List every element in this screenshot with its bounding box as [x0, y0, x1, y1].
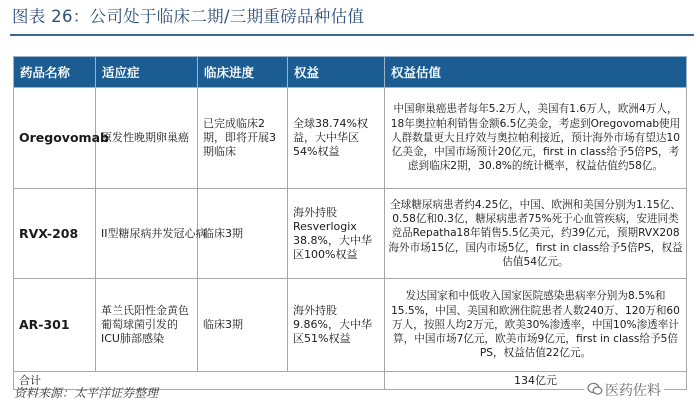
- valuation-table: [13, 56, 687, 390]
- table-row: [14, 88, 687, 189]
- table-row: [14, 279, 687, 372]
- header-clinical-progress: 临床进度: [198, 57, 288, 88]
- table-header-row: [14, 57, 687, 88]
- valuation-cell: 中国卵巢癌患者每年5.2万人，美国有1.6万人，欧洲4万人，18年奥拉帕利销售金额6.5亿美金，考虑到Oregovomab使用人群数量更大且疗效与奥拉帕利接近，预计海外市场有望达10亿美金，中国市场预计20亿元，first in class给予5倍PS，考虑到临床2期，30.8%的统计概率，权益估值约58亿。: [385, 88, 687, 189]
- total-label: 合计: [14, 372, 385, 390]
- rights-cell: 海外持股Resverlogix 38.8%，大中华区100%权益: [288, 189, 385, 279]
- progress-cell: 临床3期: [198, 189, 288, 279]
- drug-name-cell: AR-301: [14, 279, 96, 372]
- indication-cell: 革兰氏阳性金黄色葡萄球菌引发的ICU肺部感染: [96, 279, 198, 372]
- wechat-icon: [587, 382, 603, 400]
- source-note: 资料来源：太平洋证券整理: [14, 386, 159, 400]
- header-indication: 适应症: [96, 57, 198, 88]
- title-divider: [10, 34, 694, 36]
- progress-cell: 临床3期: [198, 279, 288, 372]
- header-rights: 权益: [288, 57, 385, 88]
- rights-cell: 海外持股9.86%，大中华区51%权益: [288, 279, 385, 372]
- drug-name-cell: RVX-208: [14, 189, 96, 279]
- watermark-text: 医药佐料: [605, 383, 661, 399]
- header-drug-name: 药品名称: [14, 57, 96, 88]
- valuation-cell: 发达国家和中低收入国家医院感染患病率分别为8.5%和15.5%，中国、美国和欧洲住院患者人数240万、120万和60万人，按照人均2万元，欧美30%渗透率，中国10%渗透率计算，中国市场7亿元，欧美市场9亿元，first in class给予5倍PS，权益估值22亿元。: [385, 279, 687, 372]
- table-row: [14, 189, 687, 279]
- total-value: 134亿元: [385, 372, 687, 390]
- header-valuation: 权益估值: [385, 57, 687, 88]
- indication-cell: 原发性晚期卵巢癌: [96, 88, 198, 189]
- indication-cell: II型糖尿病并发冠心病: [96, 189, 198, 279]
- rights-cell: 全球38.74%权益，大中华区54%权益: [288, 88, 385, 189]
- drug-name-cell: Oregovomab: [14, 88, 96, 189]
- valuation-cell: 全球糖尿病患者约4.25亿，中国、欧洲和美国分别为1.15亿、0.58亿和0.3亿，糖尿病患者75%死于心血管疾病，安进同类竞品Repatha18年销售5.5亿美元，约39亿元，预期RVX208海外市场15亿，国内市场5亿，first in class给予5倍PS，权益估值54亿元。: [385, 189, 687, 279]
- watermark: [584, 379, 664, 401]
- chart-title: 图表 26：公司处于临床二期/三期重磅品种估值: [12, 7, 365, 26]
- valuation-table-container: [13, 56, 686, 390]
- progress-cell: 已完成临床2期，即将开展3期临床: [198, 88, 288, 189]
